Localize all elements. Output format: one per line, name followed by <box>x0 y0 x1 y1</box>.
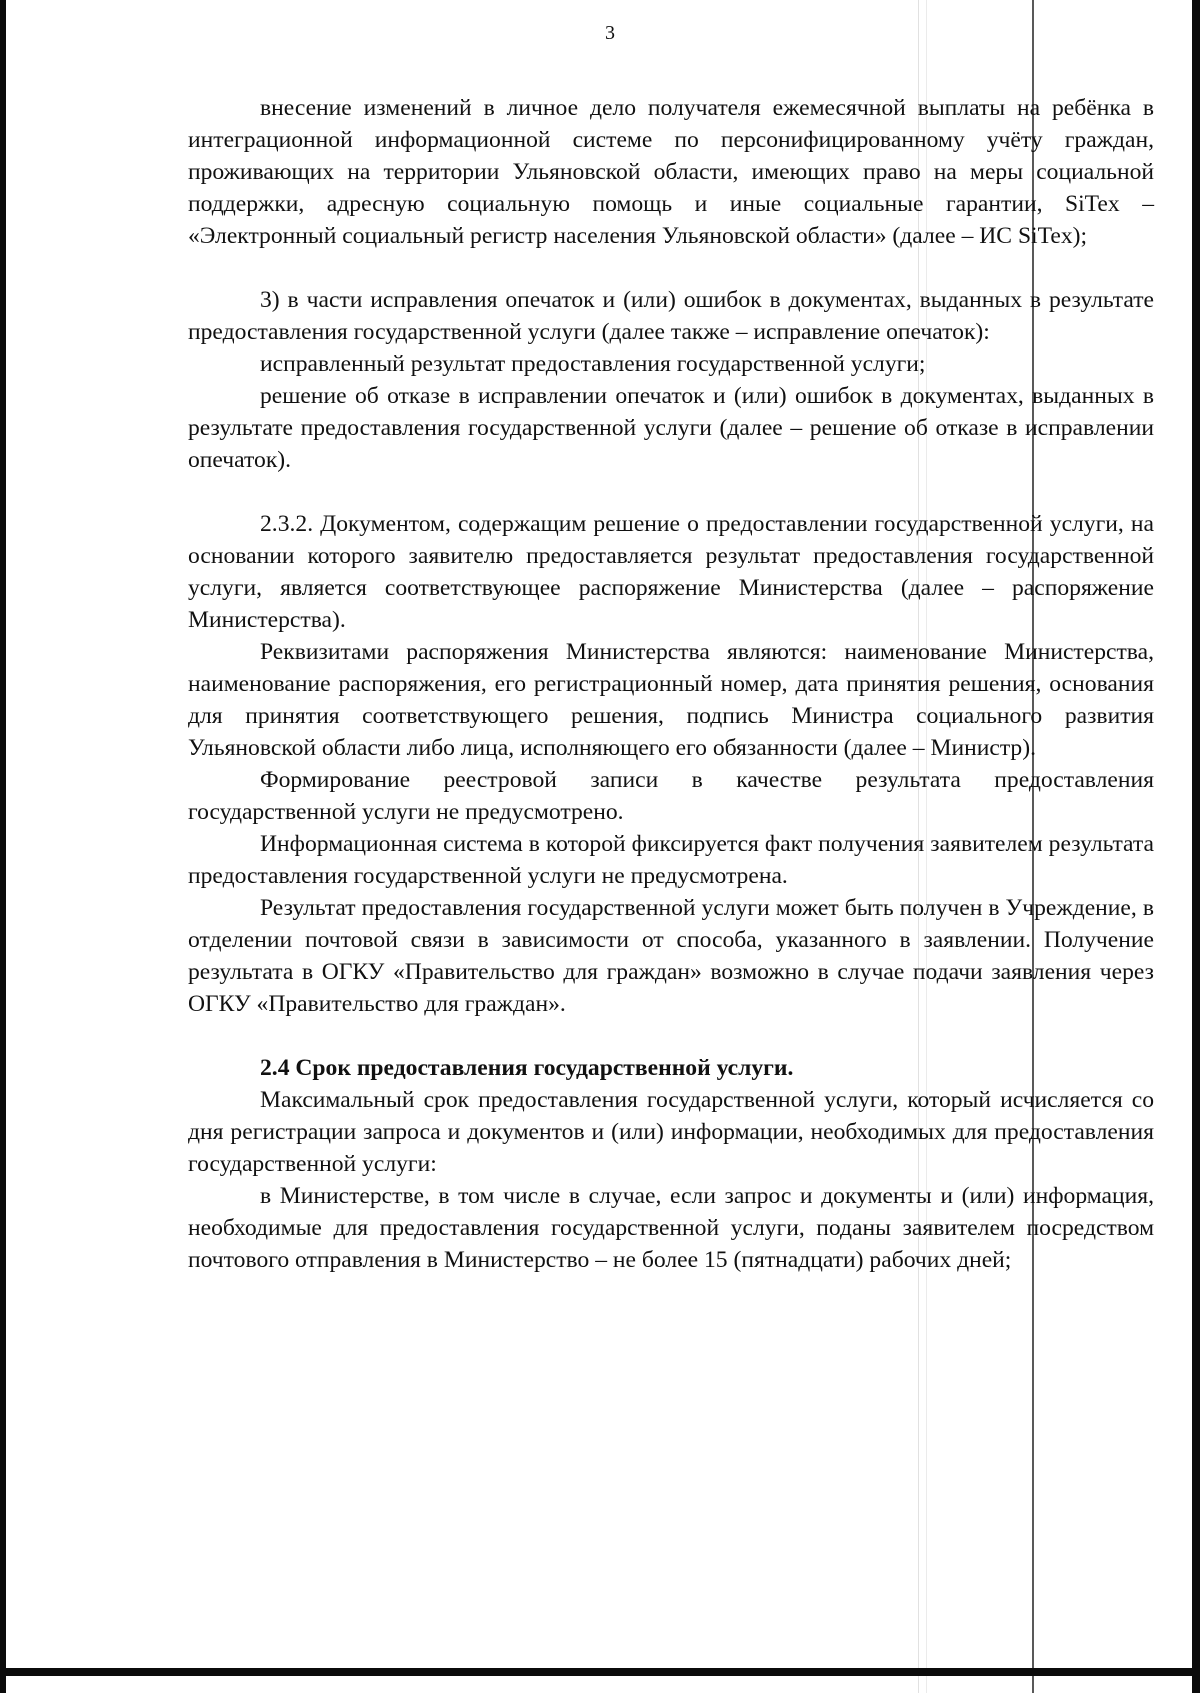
scan-border-bottom <box>0 1668 1200 1676</box>
paragraph: 3) в части исправления опечаток и (или) ошибок в документах, выданных в результате предоставления государственной услуги (далее также – исправление опечаток): <box>188 287 1154 345</box>
scan-border-right <box>1192 0 1200 1693</box>
page-number: 3 <box>605 22 615 44</box>
paragraph: Информационная система в которой фиксируется факт получения заявителем результата предоставления государственной услуги не предусмотрена. <box>188 831 1154 889</box>
paragraph: Формирование реестровой записи в качестве результата предоставления государственной услуги не предусмотрено. <box>188 767 1154 825</box>
paragraph: 2.3.2. Документом, содержащим решение о предоставлении государственной услуги, на основании которого заявителю предоставляется результат предоставления государственной услуги, является соответствующее распоряжение Министерства (далее – распоряжение Министерства). <box>188 511 1154 633</box>
paragraph: в Министерстве, в том числе в случае, если запрос и документы и (или) информация, необходимые для предоставления государственной услуги, поданы заявителем посредством почтового отправления в Министерство – не более 15 (пятнадцати) рабочих дней; <box>188 1183 1154 1273</box>
paragraph: исправленный результат предоставления государственной услуги; <box>260 351 926 377</box>
paragraph: Максимальный срок предоставления государственной услуги, который исчисляется со дня регистрации запроса и документов и (или) информации, необходимых для предоставления государственной услуги: <box>188 1087 1154 1177</box>
paragraph: Результат предоставления государственной услуги может быть получен в Учреждение, в отделении почтовой связи в зависимости от способа, указанного в заявлении. Получение результата в ОГКУ «Правительство для граждан» возможно в случае подачи заявления через ОГКУ «Правительство для граждан». <box>188 895 1154 1017</box>
section-heading: 2.4 Срок предоставления государственной услуги. <box>260 1055 794 1081</box>
scan-border-left <box>0 0 6 1693</box>
paragraph: внесение изменений в личное дело получателя ежемесячной выплаты на ребёнка в интеграционной информационной системе по персонифицированному учёту граждан, проживающих на территории Ульяновской области, имеющих право на меры социальной поддержки, адресную социальную помощь и иные социальные гарантии, SiTex – «Электронный социальный регистр населения Ульяновской области» (далее – ИС SiTex); <box>188 95 1154 249</box>
paragraph: решение об отказе в исправлении опечаток и (или) ошибок в документах, выданных в результате предоставления государственной услуги (далее – решение об отказе в исправлении опечаток). <box>188 383 1154 473</box>
document-body <box>188 92 1154 1276</box>
paragraph: Реквизитами распоряжения Министерства являются: наименование Министерства, наименование распоряжения, его регистрационный номер, дата принятия решения, основания для принятия соответствующего решения, подпись Министра социального развития Ульяновской области либо лица, исполняющего его обязанности (далее – Министр). <box>188 639 1154 761</box>
